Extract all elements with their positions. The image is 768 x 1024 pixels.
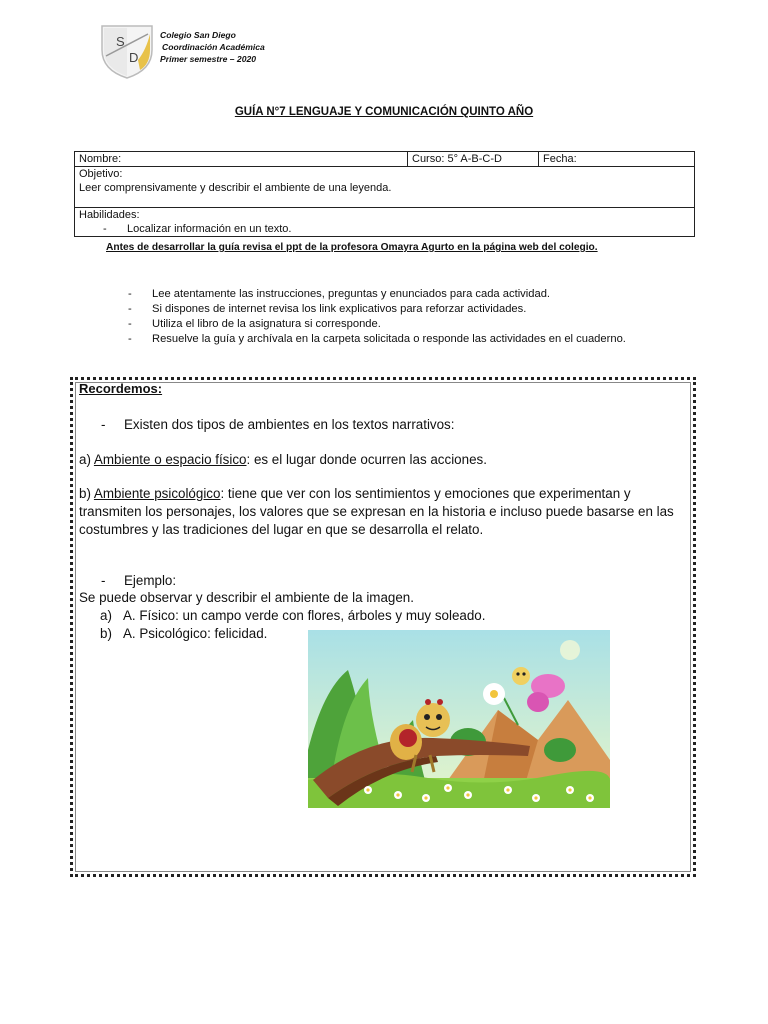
course-field: Curso: 5° A-B-C-D: [408, 152, 539, 167]
instructions-list: [128, 287, 668, 347]
meadow-illustration: [308, 630, 610, 808]
date-field: Fecha:: [539, 152, 695, 167]
name-field: Nombre:: [75, 152, 408, 167]
semester: Primer semestre – 2020: [160, 54, 257, 64]
psychological-definition: b) Ambiente psicológico: tiene que ver con los sentimientos y emociones que experimentan y transmiten los personajes, los valores que se expresan en la historia e incluso puede basarse en las costumbres y las tradiciones del lugar en que se desarrolla el relato.: [79, 486, 674, 537]
psychological-term: Ambiente psicológico: [93, 486, 221, 501]
recordemos-heading: Recordemos:: [79, 381, 163, 396]
skill-dash: -: [103, 223, 107, 235]
objective-text: Leer comprensivamente y describir el ambiente de una leyenda.: [79, 182, 392, 194]
example-heading: - Ejemplo:: [101, 573, 177, 588]
school-name: Colegio San Diego: [160, 30, 236, 40]
svg-text:D: D: [129, 50, 139, 65]
school-header: [160, 29, 265, 65]
department: Coordinación Académica: [162, 42, 265, 52]
school-logo: [98, 20, 156, 80]
list-item: - Si dispones de internet revisa los link explicativos para reforzar actividades.: [128, 303, 527, 315]
example-item: b) A. Psicológico: felicidad.: [100, 626, 268, 641]
list-item: - Utiliza el libro de la asignatura si corresponde.: [128, 318, 381, 330]
list-item: - Resuelve la guía y archívala en la carpeta solicitada o responde las actividades en el cuaderno.: [128, 333, 626, 345]
objective-cell: [75, 167, 695, 208]
example-intro: Se puede observar y describir el ambiente de la imagen.: [79, 590, 414, 605]
skill-item: Localizar información en un texto.: [127, 223, 292, 235]
skills-cell: [75, 208, 695, 237]
list-item: - Lee atentamente las instrucciones, preguntas y enunciados para cada actividad.: [128, 288, 551, 300]
svg-text:S: S: [116, 34, 125, 49]
example-item: a) A. Físico: un campo verde con flores, árboles y muy soleado.: [100, 608, 486, 623]
guide-note: Antes de desarrollar la guía revisa el ppt de la profesora Omayra Agurto en la página web del colegio.: [106, 242, 598, 253]
page-title: GUÍA N°7 LENGUAJE Y COMUNICACIÓN QUINTO AÑO: [234, 106, 534, 118]
types-intro: - Existen dos tipos de ambientes en los textos narrativos:: [101, 417, 455, 432]
objective-label: Objetivo:: [79, 168, 123, 180]
physical-term: Ambiente o espacio físico: [93, 452, 247, 467]
physical-definition: a) Ambiente o espacio físico: es el lugar donde ocurren las acciones.: [79, 452, 487, 467]
skills-label: Habilidades:: [79, 209, 140, 221]
info-table: [74, 151, 695, 237]
